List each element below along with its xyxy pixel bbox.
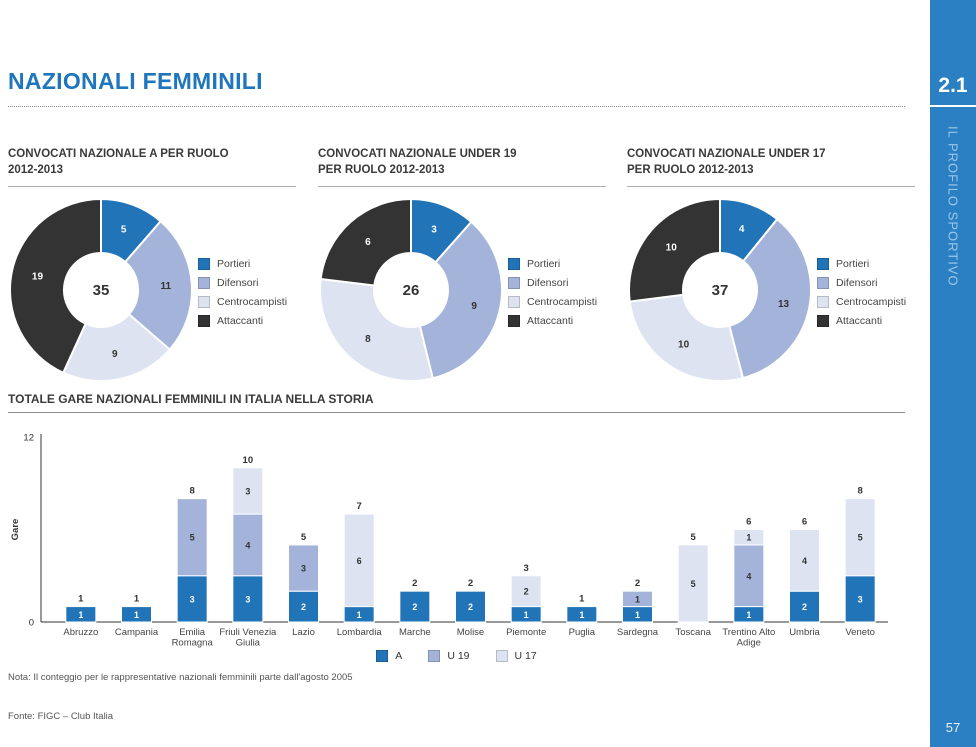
bar-segment-value: 2: [467, 602, 474, 613]
chart-title-line1: CONVOCATI NAZIONALE UNDER 17: [627, 148, 826, 160]
x-category-label: Lazio: [292, 627, 315, 638]
bar-segment-value: 1: [634, 609, 641, 620]
x-category-label: Sardegna: [616, 627, 659, 638]
chart-title-line2: 2012-2013: [8, 164, 63, 177]
donut-svg: [318, 197, 504, 383]
legend-label: Attaccanti: [836, 315, 883, 328]
legend-label: Difensori: [217, 277, 259, 290]
donut-chart-nazionale-a: [8, 197, 194, 388]
legend-item-difensori: [198, 277, 287, 289]
bar-segment-value: 4: [245, 540, 251, 551]
bar-segment-value: 3: [300, 563, 307, 574]
donut-slice-value: 13: [777, 299, 790, 311]
bar-segment-value: 5: [189, 532, 195, 543]
legend-swatch: [508, 258, 520, 270]
x-category-label: Piemonte: [506, 627, 547, 638]
bar-total-label: 6: [801, 516, 808, 528]
legend-item-portieri: [198, 258, 287, 270]
chapter-sidebar: [930, 0, 976, 747]
chart-title: [627, 146, 915, 187]
x-category-label: Puglia: [568, 627, 596, 638]
legend-label: Difensori: [527, 277, 569, 290]
legend-label: Attaccanti: [527, 315, 574, 328]
x-category-label: Abruzzo: [63, 627, 99, 638]
bar-segment-value: 4: [746, 571, 752, 582]
donut-chart-under-19: [318, 197, 504, 388]
legend-label: Centrocampisti: [836, 296, 907, 309]
bar-segment-value: 5: [857, 532, 863, 543]
donut-slice-value: 10: [678, 339, 690, 351]
legend-label: Portieri: [527, 258, 561, 271]
x-category-label: Molise: [456, 627, 485, 638]
donut-legend: [817, 251, 906, 334]
donut-center-total: 37: [711, 282, 729, 300]
donut-slice-value: 19: [31, 271, 44, 283]
donut-slice-value: 10: [665, 242, 677, 254]
chart-title-line1: CONVOCATI NAZIONALE A PER RUOLO: [8, 148, 229, 160]
bar-total-label: 8: [189, 485, 195, 497]
bar-segment-value: 1: [356, 609, 362, 620]
bar-segment-value: 6: [356, 555, 362, 566]
donut-legend: [198, 251, 287, 334]
legend-item-u19: [428, 650, 469, 662]
chart-title: [8, 146, 296, 187]
bar-segment-value: 1: [746, 609, 752, 620]
x-category-label: Adige: [736, 637, 761, 648]
donut-svg: [8, 197, 194, 383]
legend-label: Difensori: [836, 277, 878, 290]
bar-chart-title: TOTALE GARE NAZIONALI FEMMINILI IN ITALIA NELLA STORIA: [8, 392, 905, 413]
page-number: 57: [945, 720, 961, 735]
bar-segment-value: 3: [857, 594, 863, 605]
bar-chart: [8, 420, 905, 650]
legend-label: Centrocampisti: [527, 296, 598, 309]
bar-segment-value: 1: [133, 609, 140, 620]
bar-segment-value: 4: [801, 555, 808, 566]
chapter-sidebar-label: IL PROFILO SPORTIVO: [945, 126, 961, 287]
bar-segment-value: 1: [523, 609, 529, 620]
legend-item-attaccanti: [817, 315, 906, 327]
header-divider: [8, 106, 905, 107]
donut-section-under-17: [627, 146, 915, 388]
x-category-label: Romagna: [171, 637, 213, 648]
bar-segment-value: 3: [245, 486, 251, 497]
y-tick-label: 0: [28, 617, 34, 629]
donut-slice-value: 5: [120, 224, 127, 236]
legend-label: Portieri: [217, 258, 251, 271]
bar-total-label: 1: [78, 593, 84, 605]
bar-segment-value: 1: [634, 594, 641, 605]
donut-svg: [627, 197, 813, 383]
legend-item-u17: [496, 650, 537, 662]
x-category-label: Marche: [398, 627, 431, 638]
bar-total-label: 5: [300, 531, 307, 543]
legend-item-centrocampisti: [508, 296, 597, 308]
bar-total-label: 6: [746, 516, 752, 528]
legend-swatch: [198, 277, 210, 289]
bar-segment-value: 5: [690, 578, 696, 589]
legend-swatch: [508, 277, 520, 289]
legend-label: Attaccanti: [217, 315, 264, 328]
x-category-label: Emilia: [179, 627, 206, 638]
page-title: NAZIONALI FEMMINILI: [8, 68, 263, 94]
legend-item-difensori: [508, 277, 597, 289]
donut-slice-value: 9: [471, 301, 477, 313]
legend-swatch: [198, 296, 210, 308]
legend-label-u17: U 17: [514, 650, 537, 662]
legend-label: Centrocampisti: [217, 296, 288, 309]
legend-swatch: [508, 315, 520, 327]
bar-segment-value: 2: [801, 602, 808, 613]
legend-swatch: [817, 277, 829, 289]
y-tick-label: 12: [23, 432, 34, 444]
legend-swatch: [508, 296, 520, 308]
bar-total-label: 2: [467, 578, 474, 590]
legend-swatch: [198, 258, 210, 270]
x-category-label: Toscana: [675, 627, 711, 638]
donut-slice-value: 6: [365, 237, 371, 249]
legend-item-attaccanti: [508, 315, 597, 327]
x-category-label: Trentino Alto: [722, 627, 776, 638]
bar-segment-value: 3: [245, 594, 251, 605]
legend-label: Portieri: [836, 258, 870, 271]
legend-swatch: [817, 315, 829, 327]
bar-total-label: 2: [412, 578, 418, 590]
donut-section-nazionale-a: [8, 146, 296, 388]
chart-title-line2: PER RUOLO 2012-2013: [318, 164, 445, 177]
donut-center-total: 26: [402, 282, 420, 300]
bar-total-label: 8: [857, 485, 863, 497]
bar-segment-value: 1: [78, 609, 84, 620]
bar-segment-value: 2: [412, 602, 418, 613]
chart-title-line2: PER RUOLO 2012-2013: [627, 164, 754, 177]
donut-slice-centrocampisti: [630, 295, 743, 381]
bar-total-label: 3: [523, 562, 529, 574]
donut-chart-under-17: [627, 197, 813, 388]
source-text: Fonte: FIGC – Club Italia: [8, 711, 114, 722]
bar-segment-value: 2: [300, 602, 307, 613]
donut-slice-value: 3: [431, 224, 437, 236]
donut-slice-value: 4: [738, 224, 745, 236]
chapter-badge: 2.1: [930, 0, 976, 107]
legend-item-portieri: [508, 258, 597, 270]
bar-total-label: 1: [133, 593, 140, 605]
donut-center-total: 35: [92, 282, 110, 300]
bar-chart-legend: [8, 650, 905, 662]
bar-segment-value: 2: [523, 586, 529, 597]
legend-label-u19: U 19: [447, 650, 470, 662]
bar-total-label: 2: [634, 578, 641, 590]
chart-title: [318, 146, 606, 187]
legend-label-a: A: [395, 650, 403, 662]
donut-slice-value: 8: [365, 334, 371, 346]
x-category-label: Friuli Venezia: [219, 627, 277, 638]
legend-swatch: [198, 315, 210, 327]
x-category-label: Umbria: [789, 627, 820, 638]
legend-swatch-u19: [428, 650, 440, 662]
legend-item-attaccanti: [198, 315, 287, 327]
donut-slice-value: 11: [160, 281, 172, 293]
x-category-label: Lombardia: [336, 627, 382, 638]
bar-segment-value: 1: [746, 532, 752, 543]
bar-chart-svg: [8, 420, 905, 648]
donut-slice-value: 9: [112, 349, 118, 361]
bar-segment-value: 3: [189, 594, 195, 605]
x-category-label: Giulia: [235, 637, 260, 648]
bar-total-label: 5: [690, 531, 696, 543]
note-text: Nota: Il conteggio per le rappresentative nazionali femminili parte dall'agosto 2005: [8, 672, 353, 683]
chart-title-line1: CONVOCATI NAZIONALE UNDER 19: [318, 148, 517, 160]
legend-item-a: [376, 650, 402, 662]
legend-item-centrocampisti: [198, 296, 287, 308]
legend-item-centrocampisti: [817, 296, 906, 308]
legend-swatch: [817, 296, 829, 308]
x-category-label: Veneto: [845, 627, 875, 638]
legend-swatch-u17: [496, 650, 508, 662]
legend-swatch-a: [376, 650, 388, 662]
donut-legend: [508, 251, 597, 334]
bar-segment-value: 1: [579, 609, 585, 620]
donut-section-under-19: [318, 146, 606, 388]
y-axis-label: Gare: [10, 518, 21, 541]
legend-item-difensori: [817, 277, 906, 289]
x-category-label: Campania: [114, 627, 159, 638]
bar-total-label: 1: [579, 593, 585, 605]
legend-swatch: [817, 258, 829, 270]
bar-total-label: 7: [356, 501, 362, 513]
bar-total-label: 10: [242, 454, 254, 466]
legend-item-portieri: [817, 258, 906, 270]
